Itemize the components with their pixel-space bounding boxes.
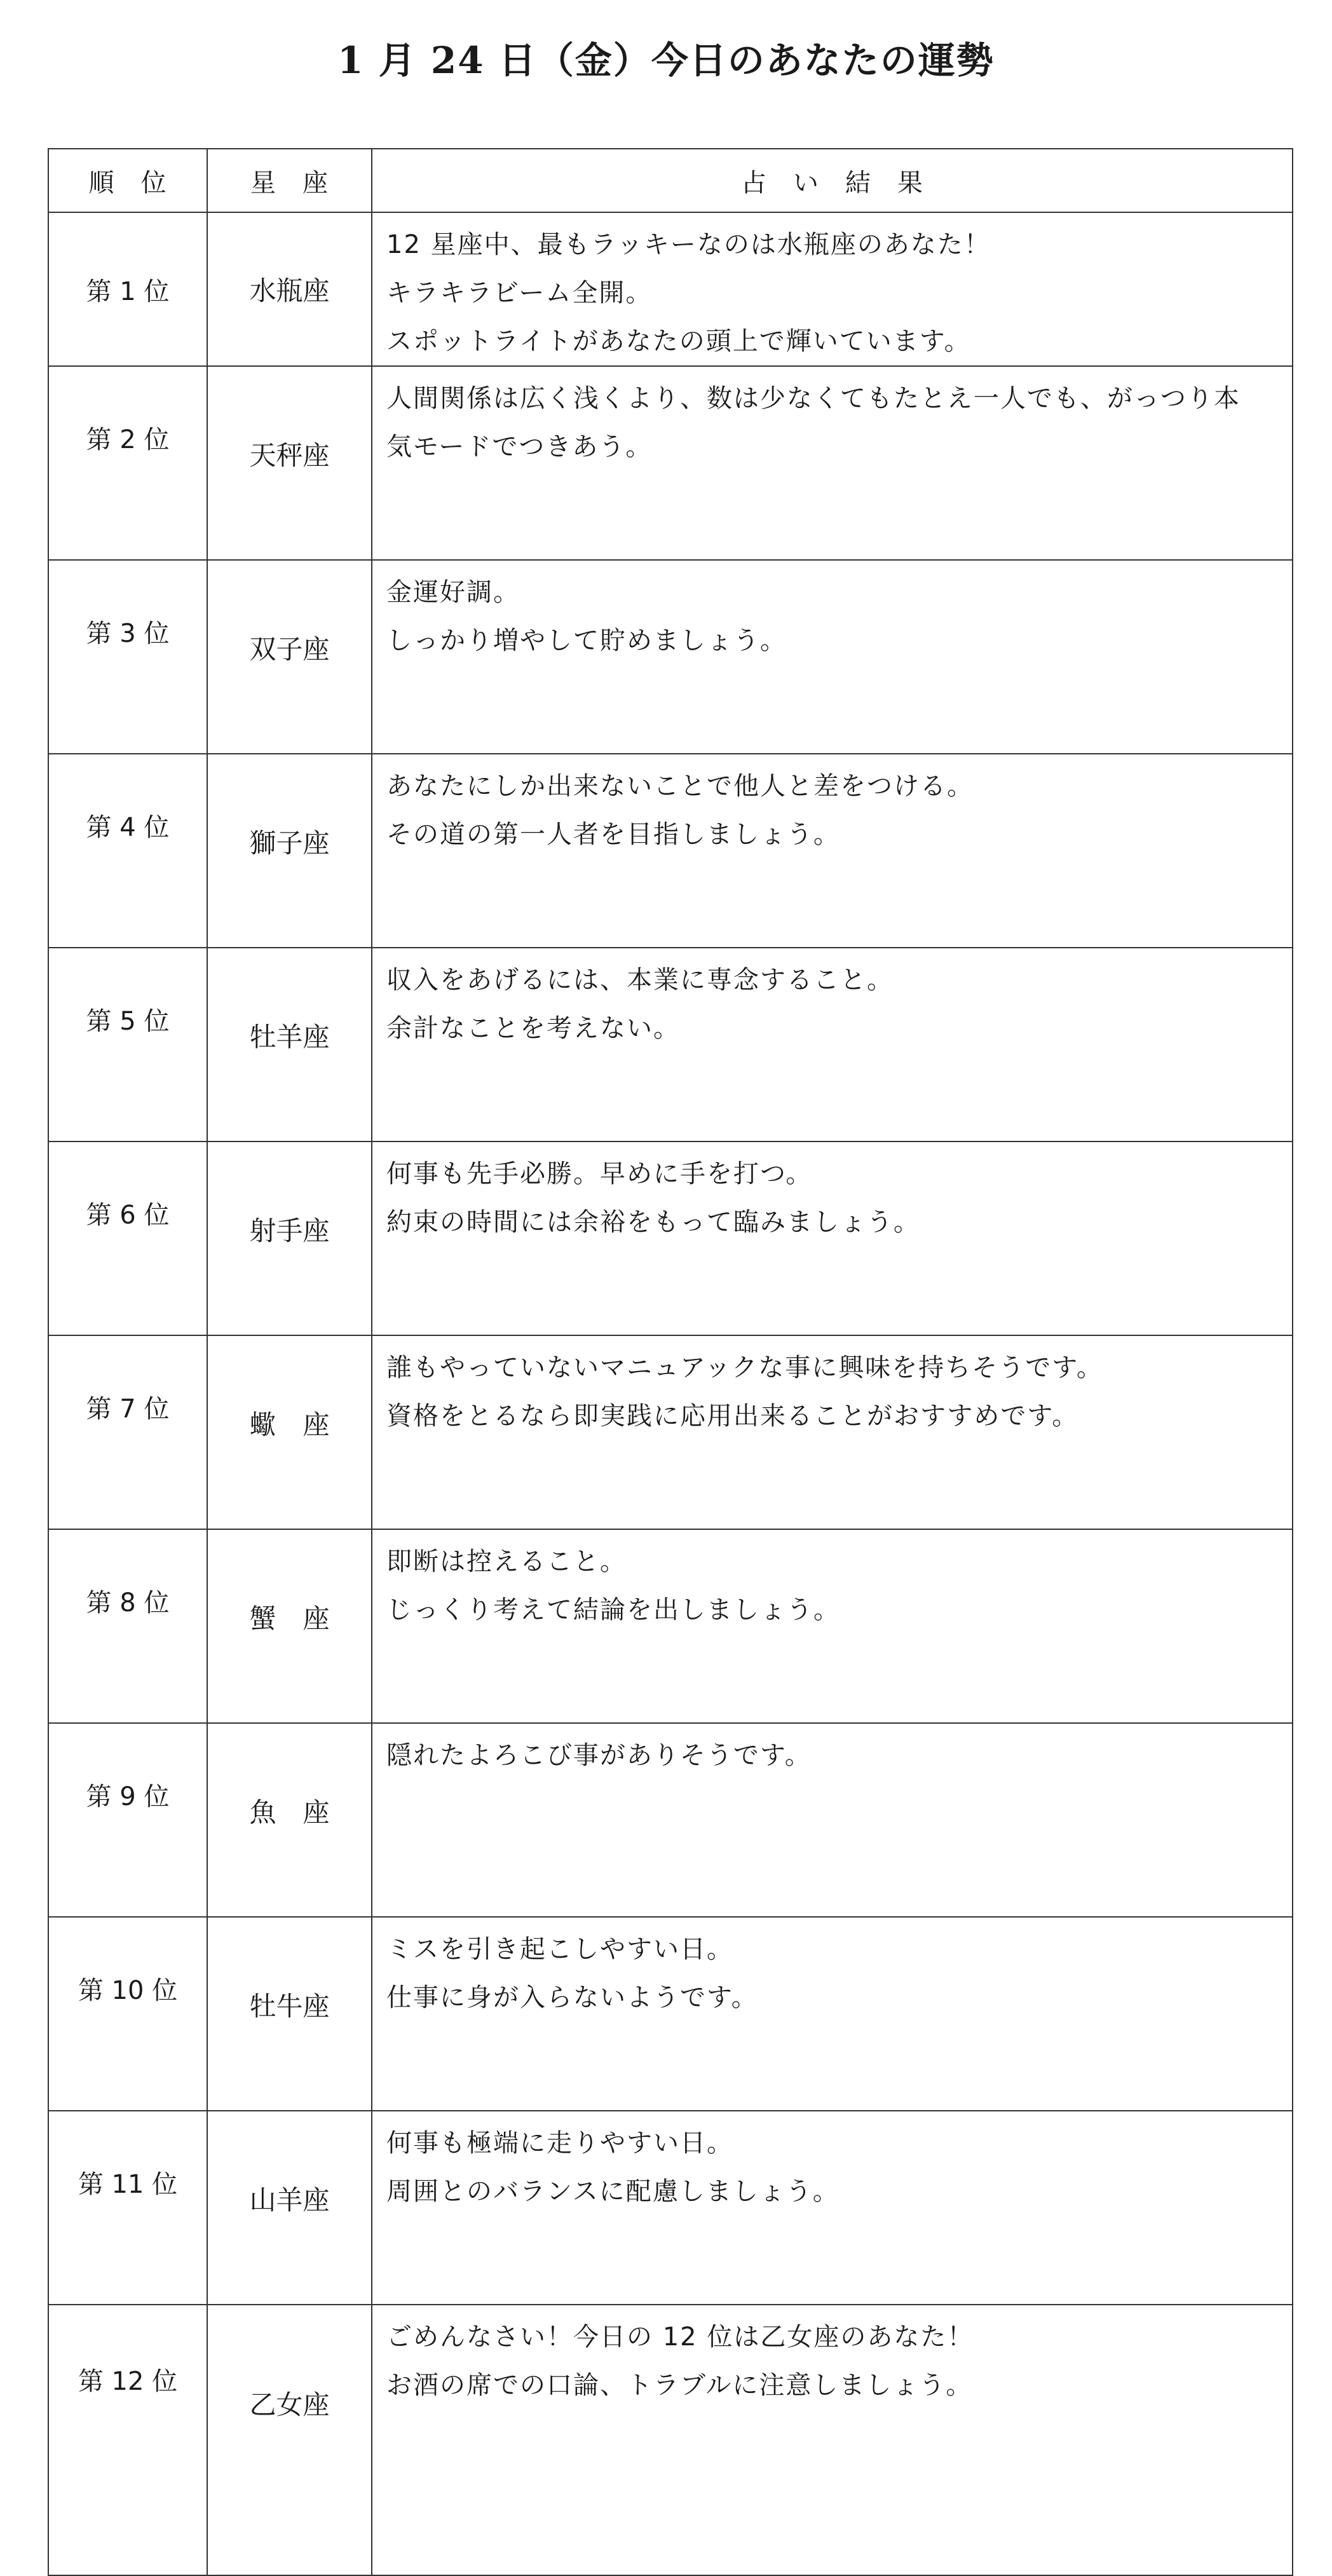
fortune-line: キラキラビーム全開。 [386, 278, 653, 308]
rank-cell: 第 3 位 [48, 560, 207, 754]
fortune-line: 周囲とのバランスに配慮しましょう。 [386, 2177, 839, 2206]
fortune-line: 隠れたよろこび事がありそうです。 [386, 1741, 812, 1770]
table-row [48, 560, 1293, 754]
fortune-line: ミスを引き起こしやすい日。 [386, 1935, 733, 1964]
fortune-result-cell [372, 2305, 1293, 2575]
table-row [48, 754, 1293, 948]
rank-cell: 第 11 位 [48, 2111, 207, 2305]
fortune-result-cell [372, 560, 1293, 754]
header-result: 占 い 結 果 [372, 149, 1293, 212]
zodiac-sign-cell: 蟹 座 [207, 1529, 372, 1723]
fortune-line: 誰もやっていないマニュアックな事に興味を持ちそうです。 [386, 1353, 1103, 1382]
table-row [48, 948, 1293, 1141]
header-sign: 星 座 [207, 149, 372, 212]
rank-cell: 第 4 位 [48, 754, 207, 948]
rank-cell: 第 12 位 [48, 2305, 207, 2575]
zodiac-sign-cell: 牡羊座 [207, 948, 372, 1141]
zodiac-sign-cell: 魚 座 [207, 1723, 372, 1917]
fortune-result-cell [372, 1335, 1293, 1529]
table-header-row [48, 149, 1293, 212]
fortune-line: 即断は控えること。 [386, 1547, 627, 1576]
fortune-line: お酒の席での口論、トラブルに注意しましょう。 [386, 2371, 973, 2400]
fortune-line: 資格をとるなら即実践に応用出来ることがおすすめです。 [386, 1401, 1079, 1431]
table-row [48, 2111, 1293, 2305]
fortune-line: 気モードでつきあう。 [386, 432, 653, 461]
fortune-line: スポットライトがあなたの頭上で輝いています。 [386, 327, 971, 356]
table-row [48, 1335, 1293, 1529]
zodiac-sign-cell: 蠍 座 [207, 1335, 372, 1529]
fortune-line: 仕事に身が入らないようです。 [386, 1983, 758, 2012]
fortune-line: 何事も極端に走りやすい日。 [386, 2129, 733, 2158]
table-row [48, 1141, 1293, 1335]
zodiac-sign-cell: 牡牛座 [207, 1917, 372, 2111]
fortune-result-cell [372, 2111, 1293, 2305]
fortune-result-cell [372, 1917, 1293, 2111]
fortune-table [48, 148, 1293, 2576]
fortune-line: 人間関係は広く浅くより、数は少なくてもたとえ一人でも、がっつり本 [386, 384, 1240, 413]
zodiac-sign-cell: 乙女座 [207, 2305, 372, 2575]
fortune-line: 収入をあげるには、本業に専念すること。 [386, 965, 894, 995]
table-row [48, 212, 1293, 366]
rank-cell: 第 5 位 [48, 948, 207, 1141]
table-row [48, 2305, 1293, 2575]
fortune-line: 約束の時間には余裕をもって臨みましょう。 [386, 1208, 920, 1237]
zodiac-sign-cell: 獅子座 [207, 754, 372, 948]
fortune-line: あなたにしか出来ないことで他人と差をつける。 [386, 772, 974, 801]
table-row [48, 1917, 1293, 2111]
rank-cell: 第 1 位 [48, 212, 207, 366]
rank-cell: 第 2 位 [48, 366, 207, 560]
rank-cell: 第 6 位 [48, 1141, 207, 1335]
fortune-result-cell [372, 754, 1293, 948]
rank-cell: 第 9 位 [48, 1723, 207, 1917]
fortune-line: しっかり増やして貯めましょう。 [386, 626, 787, 655]
table-row [48, 1723, 1293, 1917]
rank-cell: 第 7 位 [48, 1335, 207, 1529]
header-rank: 順 位 [48, 149, 207, 212]
fortune-result-cell [372, 366, 1293, 560]
zodiac-sign-cell: 天秤座 [207, 366, 372, 560]
rank-cell: 第 8 位 [48, 1529, 207, 1723]
fortune-line: ごめんなさい！今日の 12 位は乙女座のあなた！ [386, 2322, 974, 2352]
fortune-line: 何事も先手必勝。早めに手を打つ。 [386, 1159, 813, 1189]
page-title: 1 月 24 日（金）今日のあなたの運勢 [337, 39, 995, 82]
fortune-line: 金運好調。 [386, 578, 520, 607]
fortune-line: じっくり考えて結論を出しましょう。 [386, 1595, 840, 1625]
fortune-line: その道の第一人者を目指しましょう。 [386, 820, 840, 849]
zodiac-sign-cell: 水瓶座 [207, 212, 372, 366]
fortune-result-cell [372, 948, 1293, 1141]
fortune-result-cell [372, 212, 1293, 366]
fortune-line: 余計なことを考えない。 [386, 1014, 680, 1043]
fortune-result-cell [372, 1141, 1293, 1335]
zodiac-sign-cell: 双子座 [207, 560, 372, 754]
fortune-result-cell [372, 1529, 1293, 1723]
table-row [48, 366, 1293, 560]
table-row [48, 1529, 1293, 1723]
fortune-result-cell [372, 1723, 1293, 1917]
fortune-line: 12 星座中、最もラッキーなのは水瓶座のあなた！ [386, 230, 991, 259]
zodiac-sign-cell: 射手座 [207, 1141, 372, 1335]
rank-cell: 第 10 位 [48, 1917, 207, 2111]
zodiac-sign-cell: 山羊座 [207, 2111, 372, 2305]
